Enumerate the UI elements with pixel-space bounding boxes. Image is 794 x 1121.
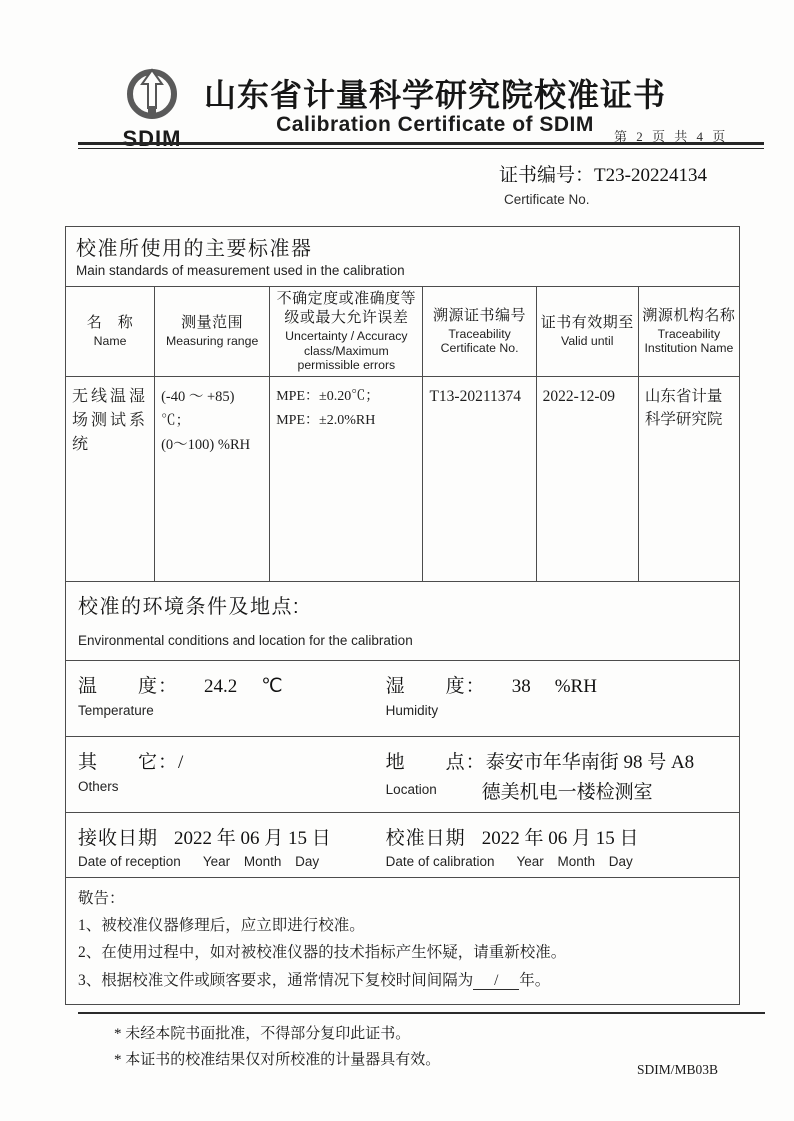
header-divider xyxy=(78,142,764,149)
standards-table-header-row xyxy=(66,287,739,377)
notice-item-2: 2、在使用过程中，如对被校准仪器的技术指标产生怀疑，请重新校准。 xyxy=(78,944,567,961)
standards-col-header-uncertainty: 不确定度或准确度等级或最大允许误差 Uncertainty / Accuracy class/Maximum permissible errors xyxy=(270,287,423,376)
humidity-block xyxy=(386,661,739,736)
standards-col-header-cert-no: 溯源证书编号 Traceability Certificate No. xyxy=(423,287,536,376)
dates-row xyxy=(65,812,740,878)
environment-section-title-zh: 校准的环境条件及地点: xyxy=(78,595,301,618)
standards-col-header-name: 名 称 Name xyxy=(66,287,155,376)
location-block xyxy=(386,737,739,812)
sdim-logo-icon xyxy=(116,62,188,134)
standards-col-header-institution: 溯源机构名称 Traceability Institution Name xyxy=(642,307,736,356)
standards-table xyxy=(65,286,740,582)
standard-institution-cell: 山东省计量科学研究院 xyxy=(644,387,723,428)
reception-date-value: 2022 年 06 月 15 日 xyxy=(174,827,331,849)
certificate-number-label-en: Certificate No. xyxy=(504,192,590,207)
reception-date-units-en: Year Month Day xyxy=(202,853,320,869)
others-label-en: Others xyxy=(78,778,119,794)
location-value-line1: 泰安市年华南街 98 号 A8 xyxy=(485,751,695,773)
reception-date-label-en: Date of reception xyxy=(78,853,181,869)
standards-section-title-en: Main standards of measurement used in the calibration xyxy=(76,263,405,278)
standard-range-cell: (-40 ～ +85) ℃； (0～100) %RH xyxy=(155,377,270,581)
certificate-number-label: 证书编号： xyxy=(499,165,595,186)
notice-box xyxy=(65,877,740,1006)
recalibration-interval-blank: / xyxy=(473,972,519,990)
reception-date-block xyxy=(66,813,386,877)
temperature-label: 温 度： xyxy=(78,675,179,697)
reception-date-label: 接收日期 xyxy=(78,827,159,849)
certificate-body xyxy=(65,227,740,1005)
location-label-en: Location xyxy=(385,781,437,797)
footnotes xyxy=(114,1021,440,1073)
others-block xyxy=(66,737,386,812)
humidity-unit: %RH xyxy=(554,675,597,697)
standard-cert-no-cell: T13-20211374 xyxy=(423,377,536,581)
document-title-en: Calibration Certificate of SDIM xyxy=(276,113,594,136)
calibration-date-label: 校准日期 xyxy=(385,827,466,849)
footnote-1: * 未经本院书面批准，不得部分复印此证书。 xyxy=(114,1026,411,1042)
page-indicator: 第 2 页 共 4 页 xyxy=(614,129,729,144)
sdim-logo-text: SDIM xyxy=(122,126,182,151)
standards-col-header-valid-until: 证书有效期至 Valid until xyxy=(537,287,639,376)
certificate-number xyxy=(499,160,707,187)
temperature-humidity-row xyxy=(65,660,740,737)
calibration-date-label-en: Date of calibration xyxy=(385,853,495,869)
temperature-block xyxy=(66,661,386,736)
others-value: / xyxy=(178,751,184,773)
standard-valid-until-cell: 2022-12-09 xyxy=(537,377,639,581)
footer-divider xyxy=(78,1012,765,1014)
humidity-label-en: Humidity xyxy=(385,702,439,718)
humidity-label: 湿 度： xyxy=(385,675,486,697)
location-value-line2: 德美机电一楼检测室 xyxy=(481,781,653,803)
notice-item-3: 3、根据校准文件或顾客要求，通常情况下复校时间间隔为 / 年。 xyxy=(78,971,551,989)
environment-section-title-en: Environmental conditions and location for the calibration xyxy=(78,632,413,648)
standards-table-row xyxy=(66,377,739,581)
standard-name-cell: 无线温湿场测试系统 xyxy=(66,377,155,581)
temperature-unit: ℃ xyxy=(261,675,283,697)
others-label: 其 它： xyxy=(78,751,179,773)
temperature-value: 24.2 xyxy=(204,675,238,697)
sdim-logo xyxy=(96,62,208,152)
calibration-date-value: 2022 年 06 月 15 日 xyxy=(481,827,639,849)
footnote-2: * 本证书的校准结果仅对所校准的计量器具有效。 xyxy=(114,1052,441,1068)
notice-title: 敬告： xyxy=(78,889,125,907)
document-title-zh: 山东省计量科学研究院校准证书 xyxy=(203,77,666,113)
form-code: SDIM/MB03B xyxy=(637,1062,719,1077)
certificate-number-value: T23-20224134 xyxy=(594,165,707,186)
standard-mpe-cell: MPE：±0.20℃； MPE：±2.0%RH xyxy=(270,377,423,581)
standards-col-header-range: 测量范围 Measuring range xyxy=(155,287,270,376)
location-label: 地 点： xyxy=(385,751,486,773)
calibration-date-block xyxy=(386,813,739,877)
standards-section-header xyxy=(65,226,740,287)
notice-item-1: 1、被校准仪器修理后，应立即进行校准。 xyxy=(78,916,365,934)
environment-section-header xyxy=(65,581,740,661)
others-location-row xyxy=(65,736,740,813)
humidity-value: 38 xyxy=(511,675,531,697)
standards-section-title-zh: 校准所使用的主要标准器 xyxy=(76,238,313,260)
temperature-label-en: Temperature xyxy=(78,702,154,718)
calibration-date-units-en: Year Month Day xyxy=(516,853,633,869)
